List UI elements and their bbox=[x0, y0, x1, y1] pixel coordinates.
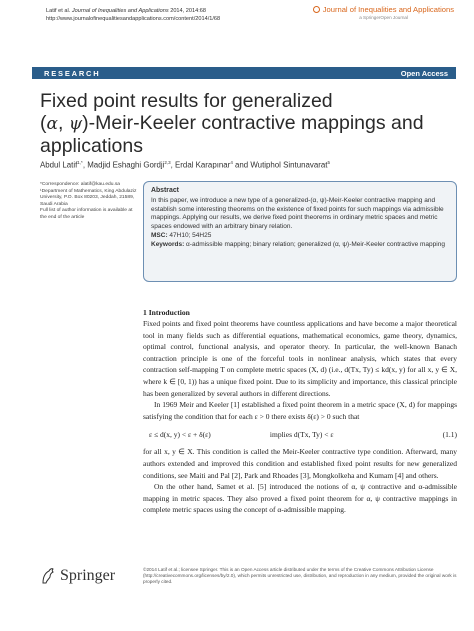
running-header bbox=[46, 7, 220, 23]
paragraph: In 1969 Meir and Keeler [1] established a fixed point theorem in a metric space (X, d) for mappings satisfying the condition that for each ε > 0 there exists δ(ε) > 0 such that bbox=[143, 400, 457, 421]
affiliation: ¹Department of Mathematics, King Abdulaziz University, P.O. Box 80203, Jeddah, 21589, Saudi Arabia bbox=[40, 188, 137, 207]
abstract-text: In this paper, we introduce a new type of a generalized-(α, ψ)-Meir-Keeler contractive mapping and establish some interesting theorems on the existence of fixed points for such mappings via admissible mappings. Applying our results, we derive fixed point theorems in ordinary metric spaces and metric spaces endowed with an arbitrary binary relation. bbox=[151, 197, 444, 230]
open-access-label: Open Access bbox=[400, 68, 448, 78]
article-type-banner bbox=[32, 67, 456, 79]
article-type-label: RESEARCH bbox=[44, 68, 101, 78]
author-notes bbox=[40, 182, 140, 221]
article-url[interactable]: http://www.journalofinequalitiesandapplications.com/content/2014/1/68 bbox=[46, 16, 221, 22]
alpha-symbol: α bbox=[46, 114, 58, 134]
paper-title: Fixed point results for generalized (α, ψ)-Meir-Keeler contractive mappings and applications bbox=[40, 90, 424, 157]
paragraph: On the other hand, Samet et al. [5] introduced the notions of α, ψ contractive and α-admissible mapping in metric spaces. They also proved a fixed point theorem for α, ψ contractive mappings in complete metric spaces using the concept of α-admissible mapping. bbox=[143, 482, 457, 515]
springer-logo bbox=[40, 567, 115, 585]
abstract-box bbox=[143, 181, 457, 282]
body-text bbox=[143, 318, 457, 516]
citation-line: Latif et al. Journal of Inequalities and Applications 2014, 2014:68 bbox=[46, 8, 206, 14]
equation-1-1 bbox=[143, 422, 457, 446]
abstract-heading: Abstract bbox=[151, 187, 179, 194]
springer-wordmark: Springer bbox=[60, 567, 116, 584]
author-list: Abdul Latif$^{1,*}$, Madjid Eshaghi Gordji$^{2,3}$, Erdal Karapınar$^4$ and Wutiphol Sintunavarat$^5$ bbox=[40, 160, 330, 170]
journal-logo-block bbox=[284, 5, 454, 20]
keywords-line: Keywords: α-admissible mapping; binary relation; generalized (α, ψ)-Meir-Keeler contractive mapping bbox=[151, 241, 445, 249]
equation-left: ε ≤ d(x, y) < ε + δ(ε) bbox=[149, 429, 211, 439]
paragraph: for all x, y ∈ X. This condition is called the Meir-Keeler contractive type condition. Afterward, many authors extended and improved this condition and established fixed point results for new generalized conditions, see Maiti and Pal [2], Park and Rhoades [3], Mongkolkeha and Kumam [4] and others. bbox=[143, 447, 457, 480]
equation-number: (1.1) bbox=[442, 429, 457, 439]
correspondence[interactable]: *Correspondence: alatif@kau.edu.sa bbox=[40, 182, 121, 187]
springer-horse-icon bbox=[40, 567, 56, 585]
psi-symbol: ψ bbox=[68, 114, 83, 134]
license-text: ©2014 Latif et al.; licensee Springer. This is an Open Access article distributed under the terms of the Creative Commons Attribution License (http://creativecommons.org/licenses/by/2.0), which permits unrestricted use, distribution, and reproduction in any medium, provided the original work is properly cited. bbox=[143, 567, 457, 585]
msc-line: MSC: 47H10; 54H25 bbox=[151, 232, 212, 240]
journal-name: Journal of Inequalities and Applications bbox=[322, 5, 454, 14]
journal-subtitle: a SpringerOpen Journal bbox=[359, 15, 408, 20]
paragraph: Fixed points and fixed point theorems have countless applications and have become a major theoretical tool in many fields such as differential equations, mathematical economics, game theory, dynamics, optimal control, functional analysis, and operator theory. In particular, the well-known Banach contraction principle is one of the forceful tools in nonlinear analysis, which states that every contraction self-mapping T on complete metric spaces (X, d) (i.e., d(Tx, Ty) ≤ kd(x, y) for all x, y ∈ X, where k ∈ [0, 1)) has a unique fixed point. Due to its simplicity and importance, this classical principle has been generalized by several authors in different directions. bbox=[143, 319, 457, 398]
full-author-list-note: Full list of author information is available at the end of the article bbox=[40, 208, 133, 220]
journal-title-italic: Journal of Inequalities and Applications bbox=[71, 8, 169, 14]
section-heading: 1 Introduction bbox=[143, 308, 190, 317]
springeropen-logo-icon bbox=[313, 6, 320, 13]
equation-right: implies d(Tx, Ty) < ε bbox=[269, 429, 334, 439]
